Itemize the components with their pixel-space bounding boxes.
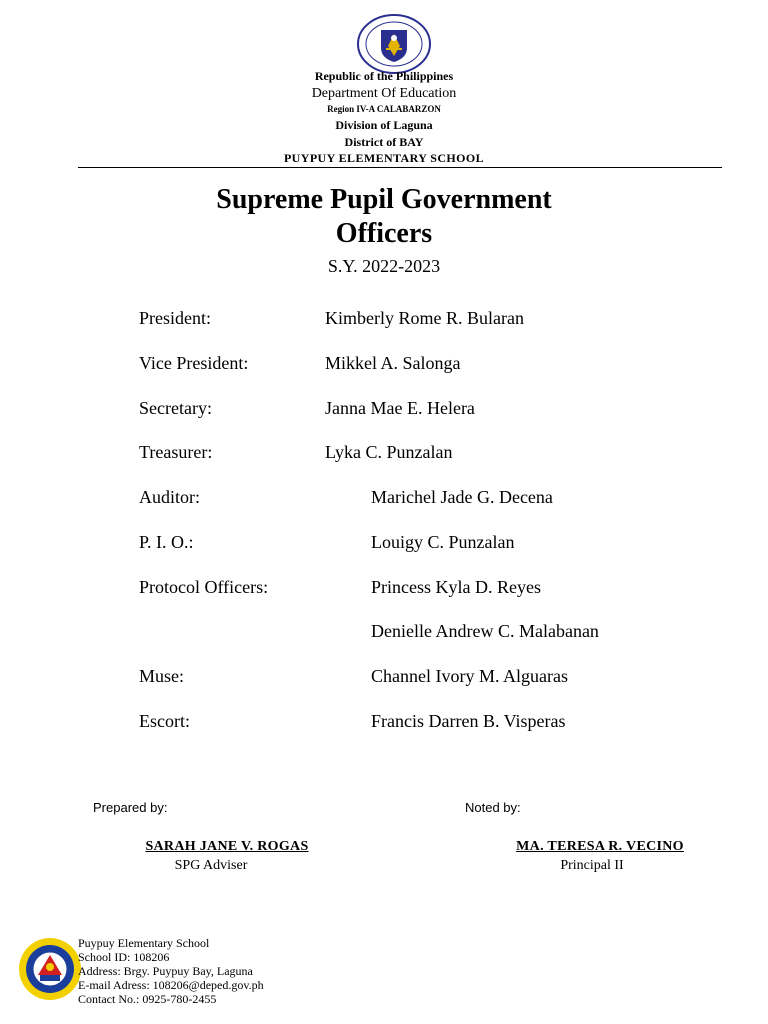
school-logo [18,937,82,1001]
noted-by-label: Noted by: [465,800,521,815]
prepared-by-name: SARAH JANE V. ROGAS [145,839,309,854]
officer-name: Kimberly Rome R. Bularan [325,308,524,328]
header-department: Department Of Education [311,86,457,101]
officer-role: Auditor: [139,487,200,507]
footer-address: Address: Brgy. Puypuy Bay, Laguna [78,964,253,978]
officer-name: Mikkel A. Salonga [325,353,461,373]
officer-role: President: [139,308,211,328]
officer-name: Lyka C. Punzalan [325,442,453,462]
prepared-by-title: SPG Adviser [174,858,248,873]
footer-email: E-mail Adress: 108206@deped.gov.ph [78,978,264,992]
header-school: PUYPUY ELEMENTARY SCHOOL [283,151,485,165]
officer-role: Escort: [139,711,190,731]
noted-by-name: MA. TERESA R. VECINO [516,839,684,854]
school-year: S.Y. 2022-2023 [327,256,441,276]
page-title: Supreme Pupil Government [216,184,552,215]
officer-name: Louigy C. Punzalan [371,532,515,552]
officer-name: Channel Ivory M. Alguaras [371,666,568,686]
officer-name: Francis Darren B. Visperas [371,711,566,731]
officer-role: Vice President: [139,353,249,373]
header-division: Division of Laguna [335,118,433,132]
noted-by-title: Principal II [560,858,624,873]
officer-name: Janna Mae E. Helera [325,398,475,418]
footer-school-name: Puypuy Elementary School [78,936,210,950]
deped-seal-logo [356,14,432,74]
officer-name: Marichel Jade G. Decena [371,487,553,507]
officer-name: Princess Kyla D. Reyes [371,577,541,597]
footer-school-id: School ID: 108206 [78,950,170,964]
officer-role: P. I. O.: [139,532,194,552]
officer-name: Denielle Andrew C. Malabanan [371,621,599,641]
officer-role: Muse: [139,666,184,686]
footer-contact: Contact No.: 0925-780-2455 [78,992,217,1006]
header-divider [78,167,722,168]
header-republic: Republic of the Philippines [314,69,454,83]
officer-role: Treasurer: [139,442,213,462]
officer-role: Secretary: [139,398,212,418]
officer-role: Protocol Officers: [139,577,269,597]
prepared-by-label: Prepared by: [93,800,168,815]
header-district: District of BAY [344,135,424,149]
page-title-line2: Officers [335,218,433,249]
header-region: Region IV-A CALABARZON [327,104,441,114]
